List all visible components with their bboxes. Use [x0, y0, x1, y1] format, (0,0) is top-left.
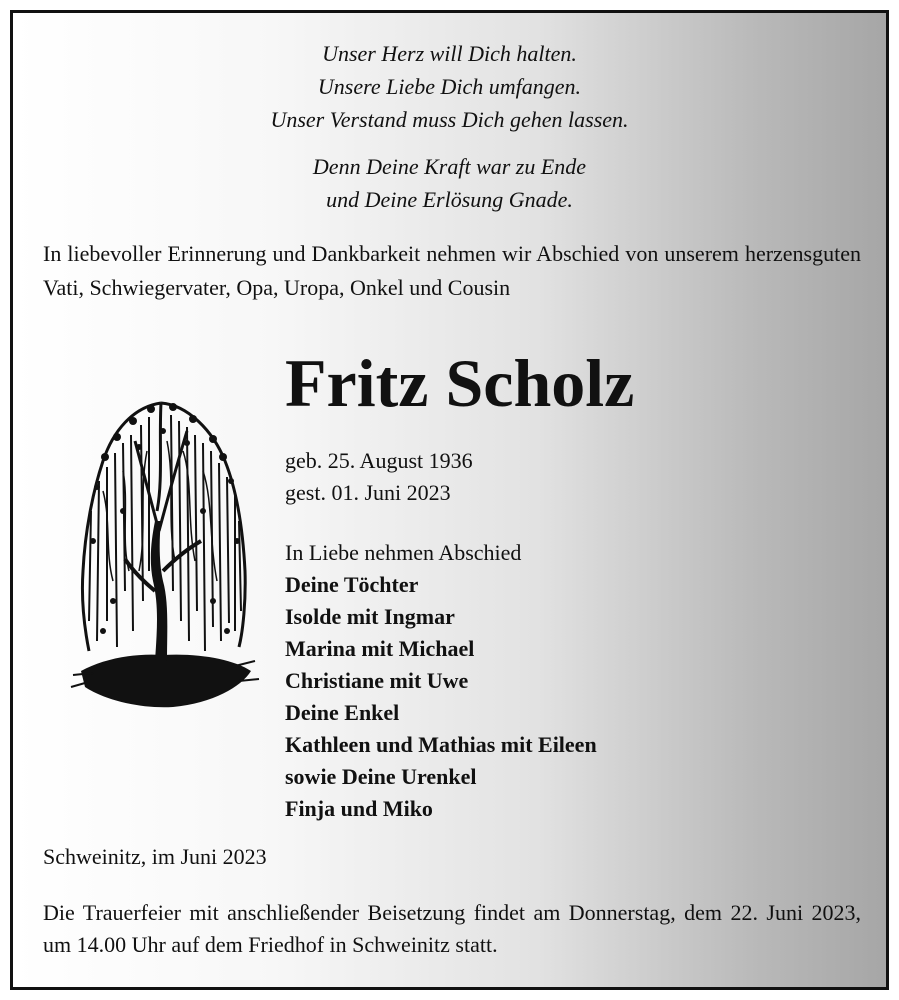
birth-date: geb. 25. August 1936 — [285, 448, 473, 473]
poem — [13, 37, 886, 216]
poem-line: und Deine Erlösung Gnade. — [326, 187, 573, 212]
poem-line: Unser Verstand muss Dich gehen lassen. — [270, 107, 629, 132]
mourner-line: Christiane mit Uwe — [285, 668, 469, 693]
poem-line: Unsere Liebe Dich umfangen. — [317, 74, 582, 99]
death-date: gest. 01. Juni 2023 — [285, 480, 451, 505]
poem-line: Denn Deine Kraft war zu Ende — [312, 154, 587, 179]
obituary-card — [10, 10, 889, 990]
poem-stanza-2 — [13, 150, 886, 216]
mourner-line: sowie Deine Urenkel — [285, 764, 477, 789]
mourner-line: Finja und Miko — [285, 796, 433, 821]
intro-text: In liebevoller Erinnerung und Dankbarkeit nehmen wir Abschied von unserem herzensguten Vati, Schwiegervater, Opa, Uropa, Onkel und Cousin — [43, 241, 861, 300]
mourners-list — [285, 537, 597, 825]
place-date: Schweinitz, im Juni 2023 — [43, 844, 267, 869]
mourners-heading: In Liebe nehmen Abschied — [285, 540, 522, 565]
mourner-line: Deine Enkel — [285, 700, 400, 725]
ceremony-notice: Die Trauerfeier mit anschließender Beisetzung findet am Donnerstag, dem 22. Juni 2023, um 14.00 Uhr auf dem Friedhof in Schweinitz statt. — [43, 900, 861, 957]
poem-stanza-1 — [13, 37, 886, 136]
mourner-line: Deine Töchter — [285, 572, 419, 597]
weeping-willow-icon — [63, 391, 263, 731]
mourner-line: Kathleen und Mathias mit Eileen — [285, 732, 597, 757]
poem-line: Unser Herz will Dich halten. — [322, 41, 577, 66]
mourner-line: Isolde mit Ingmar — [285, 604, 455, 629]
deceased-name: Fritz Scholz — [285, 345, 635, 421]
life-dates — [285, 445, 473, 509]
mourner-line: Marina mit Michael — [285, 636, 475, 661]
